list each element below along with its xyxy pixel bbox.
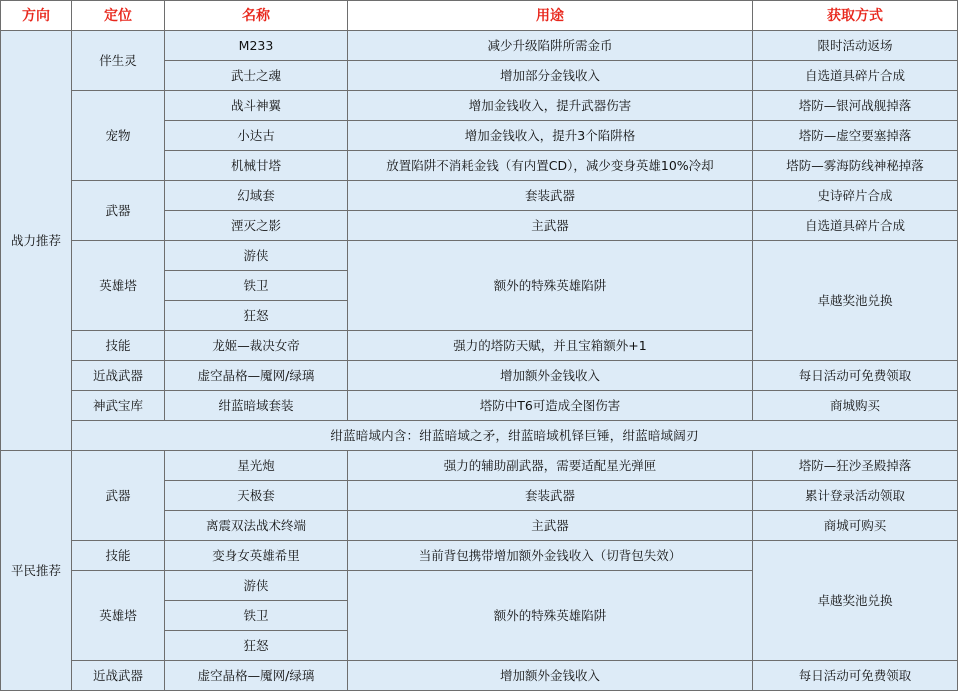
- item-obtain: 塔防—雾海防线神秘掉落: [753, 151, 958, 181]
- direction-cell-civilian: 平民推荐: [1, 451, 72, 691]
- header-name: 名称: [165, 1, 348, 31]
- category-hero-tower: 英雄塔: [72, 571, 165, 661]
- item-usage: 额外的特殊英雄陷阱: [348, 241, 753, 331]
- table-row: [1, 241, 958, 271]
- table-row: [1, 421, 958, 451]
- item-name: 狂怒: [165, 631, 348, 661]
- category-melee: 近战武器: [72, 661, 165, 691]
- item-name: 天极套: [165, 481, 348, 511]
- item-obtain: 塔防—狂沙圣殿掉落: [753, 451, 958, 481]
- item-name: 武士之魂: [165, 61, 348, 91]
- item-name: 战斗神翼: [165, 91, 348, 121]
- item-name: 绀蓝暗域套装: [165, 391, 348, 421]
- item-usage: 增加部分金钱收入: [348, 61, 753, 91]
- item-name: 龙姬—裁决女帝: [165, 331, 348, 361]
- item-obtain: 卓越奖池兑换: [753, 541, 958, 661]
- item-usage: 额外的特殊英雄陷阱: [348, 571, 753, 661]
- category-vault: 神武宝库: [72, 391, 165, 421]
- item-usage: 增加金钱收入，提升武器伤害: [348, 91, 753, 121]
- category-hero-tower: 英雄塔: [72, 241, 165, 331]
- table-row: [1, 391, 958, 421]
- header-position: 定位: [72, 1, 165, 31]
- item-usage: 放置陷阱不消耗金钱（有内置CD），减少变身英雄10%冷却: [348, 151, 753, 181]
- item-usage: 减少升级陷阱所需金币: [348, 31, 753, 61]
- item-name: 游侠: [165, 571, 348, 601]
- item-obtain: 每日活动可免费领取: [753, 661, 958, 691]
- category-melee: 近战武器: [72, 361, 165, 391]
- item-name: 狂怒: [165, 301, 348, 331]
- category-weapon: 武器: [72, 181, 165, 241]
- category-companion: 伴生灵: [72, 31, 165, 91]
- item-name: 游侠: [165, 241, 348, 271]
- header-usage: 用途: [348, 1, 753, 31]
- item-name: 幻域套: [165, 181, 348, 211]
- item-name: 机械甘塔: [165, 151, 348, 181]
- header-direction: 方向: [1, 1, 72, 31]
- item-usage: 增加额外金钱收入: [348, 361, 753, 391]
- item-obtain: 卓越奖池兑换: [753, 241, 958, 361]
- table-row: [1, 91, 958, 121]
- item-name: 小达古: [165, 121, 348, 151]
- item-usage: 增加额外金钱收入: [348, 661, 753, 691]
- set-contents-note: 绀蓝暗域内含：绀蓝暗域之矛，绀蓝暗域机铎巨锤，绀蓝暗域阔刃: [72, 421, 958, 451]
- direction-cell-combat: 战力推荐: [1, 31, 72, 451]
- item-name: 铁卫: [165, 601, 348, 631]
- item-usage: 当前背包携带增加额外金钱收入（切背包失效）: [348, 541, 753, 571]
- item-obtain: 自选道具碎片合成: [753, 61, 958, 91]
- category-skill: 技能: [72, 541, 165, 571]
- item-name: 虚空晶格—魇网/绿璃: [165, 661, 348, 691]
- item-name: 离震双法战术终端: [165, 511, 348, 541]
- item-obtain: 史诗碎片合成: [753, 181, 958, 211]
- item-usage: 增加金钱收入，提升3个陷阱格: [348, 121, 753, 151]
- item-obtain: 限时活动返场: [753, 31, 958, 61]
- item-usage: 主武器: [348, 211, 753, 241]
- table-row: [1, 181, 958, 211]
- item-name: 星光炮: [165, 451, 348, 481]
- category-weapon: 武器: [72, 451, 165, 541]
- table-row: [1, 451, 958, 481]
- item-name: M233: [165, 31, 348, 61]
- item-obtain: 塔防—虚空要塞掉落: [753, 121, 958, 151]
- table-row: [1, 31, 958, 61]
- item-obtain: 商城购买: [753, 391, 958, 421]
- item-name: 铁卫: [165, 271, 348, 301]
- category-pet: 宠物: [72, 91, 165, 181]
- item-usage: 强力的塔防天赋，并且宝箱额外+1: [348, 331, 753, 361]
- item-obtain: 累计登录活动领取: [753, 481, 958, 511]
- item-usage: 套装武器: [348, 181, 753, 211]
- item-name: 变身女英雄希里: [165, 541, 348, 571]
- table-row: [1, 541, 958, 571]
- header-obtain: 获取方式: [753, 1, 958, 31]
- item-name: 湮灭之影: [165, 211, 348, 241]
- item-obtain: 商城可购买: [753, 511, 958, 541]
- table-row: [1, 361, 958, 391]
- item-usage: 强力的辅助副武器，需要适配星光弹匣: [348, 451, 753, 481]
- item-name: 虚空晶格—魇网/绿璃: [165, 361, 348, 391]
- item-usage: 主武器: [348, 511, 753, 541]
- item-usage: 套装武器: [348, 481, 753, 511]
- header-row: [1, 1, 958, 31]
- category-skill: 技能: [72, 331, 165, 361]
- item-obtain: 自选道具碎片合成: [753, 211, 958, 241]
- item-obtain: 塔防—银河战舰掉落: [753, 91, 958, 121]
- item-usage: 塔防中T6可造成全图伤害: [348, 391, 753, 421]
- item-obtain: 每日活动可免费领取: [753, 361, 958, 391]
- table-row: [1, 661, 958, 691]
